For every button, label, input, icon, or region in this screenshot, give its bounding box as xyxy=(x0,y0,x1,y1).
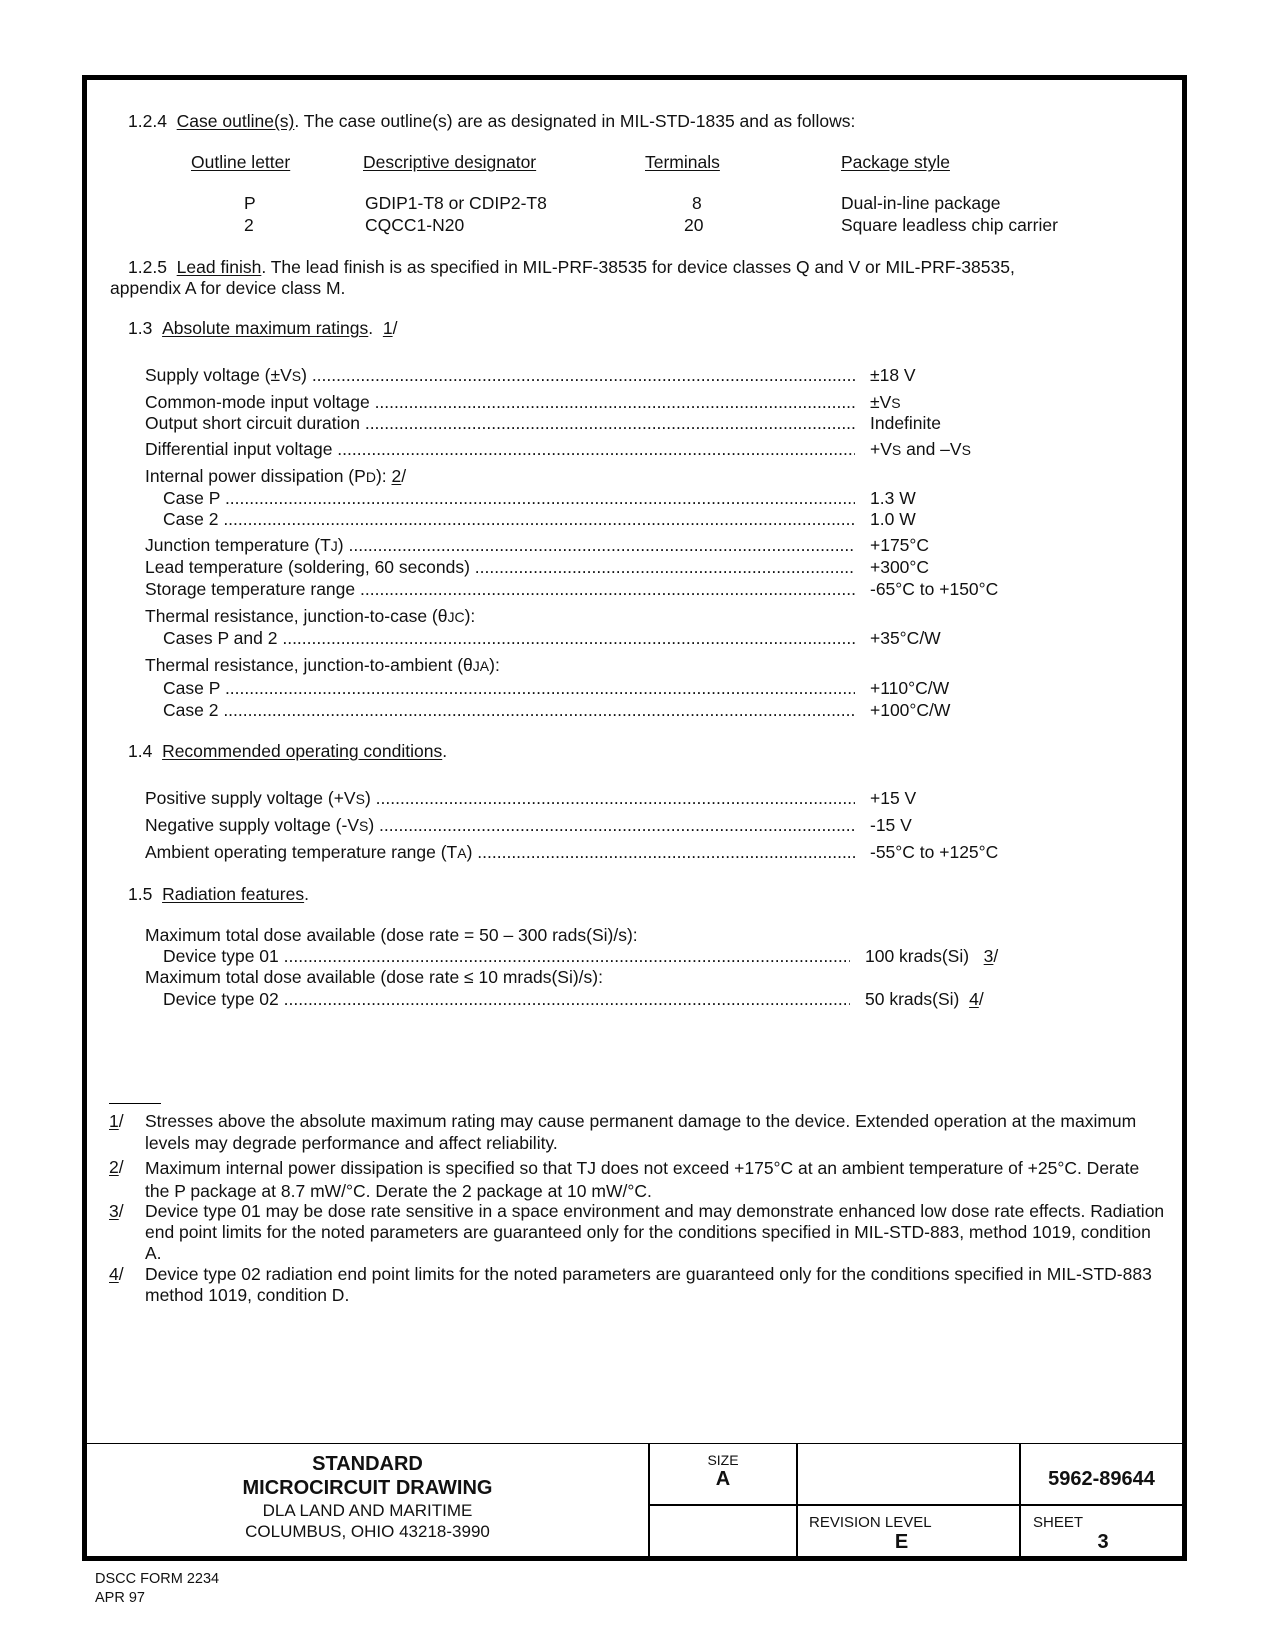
condition-value: -15 V xyxy=(870,815,912,835)
col-header-package-style: Package style xyxy=(841,152,950,172)
radiation-group-label: Maximum total dose available (dose rate = 50 – 300 rads(Si)/s): xyxy=(145,925,638,945)
radiation-group-label: Maximum total dose available (dose rate ≤ 10 mrads(Si)/s): xyxy=(145,967,603,987)
divider xyxy=(1019,1444,1021,1557)
rating-value: 1.0 W xyxy=(870,509,916,529)
condition-row: Positive supply voltage (+VS) ..... xyxy=(145,788,855,809)
title-standard: STANDARD xyxy=(312,1453,423,1475)
col-header-descriptive-designator: Descriptive designator xyxy=(363,152,537,172)
cell-style: Dual-in-line package xyxy=(841,193,1001,213)
section-number: 1.3 xyxy=(128,318,153,338)
cell-style: Square leadless chip carrier xyxy=(841,215,1058,235)
footnote-text: Maximum internal power dissipation is specified so that TJ does not exceed +175°C at an ambient temperature of +25°C. Derate the P package at 8.7 mW/°C. Derate the 2 package at 10 mW/°C. xyxy=(145,1158,1140,1201)
rating-value: 1.3 W xyxy=(870,488,916,508)
section-text-continued: appendix A for device class M. xyxy=(110,278,346,298)
rating-row: Case 2 ..... xyxy=(163,700,855,721)
revision-value: E xyxy=(894,1531,909,1553)
radiation-row: Device type 01 ..... xyxy=(163,946,850,967)
sheet-label: SHEET xyxy=(1033,1514,1084,1531)
condition-value: +15 V xyxy=(870,788,917,808)
condition-row: Ambient operating temperature range (TA) ..... xyxy=(145,842,855,863)
rating-row: Storage temperature range ..... xyxy=(145,579,855,600)
rating-value: +110°C/W xyxy=(870,678,950,698)
section-1-2-4-heading xyxy=(128,111,855,132)
title-microcircuit-drawing: MICROCIRCUIT DRAWING xyxy=(242,1477,493,1499)
section-1-5-heading: 1.5 Radiation features. xyxy=(128,884,309,904)
section-text: . The case outline(s) are as designated in MIL-STD-1835 and as follows: xyxy=(294,111,856,131)
section-title: Lead finish xyxy=(176,257,262,277)
section-title: Recommended operating conditions xyxy=(162,741,443,761)
radiation-value: 100 krads(Si) 3/ xyxy=(865,946,999,966)
radiation-row: Device type 02 ..... xyxy=(163,989,850,1010)
form-number: DSCC FORM 2234 xyxy=(95,1571,220,1587)
rating-group-label: Thermal resistance, junction-to-case (θJC): xyxy=(145,606,476,626)
rating-row: Case P ..... xyxy=(163,678,855,699)
rating-row: Differential input voltage ..... xyxy=(145,439,855,460)
size-label: SIZE xyxy=(707,1452,739,1468)
radiation-value: 50 krads(Si) 4/ xyxy=(865,989,984,1009)
section-number: 1.2.5 xyxy=(128,257,167,277)
divider xyxy=(796,1444,798,1557)
footnote-ref: 1 xyxy=(382,318,393,338)
sheet-cell xyxy=(1033,1514,1182,1554)
footnote-text: Device type 02 radiation end point limits for the noted parameters are guaranteed only for the conditions specified in MIL-STD-883 method 1019, condition D. xyxy=(145,1264,1152,1305)
condition-value: -55°C to +125°C xyxy=(870,842,999,862)
cell-terminals: 20 xyxy=(684,215,704,235)
organization: DLA LAND AND MARITIME xyxy=(262,1501,473,1520)
size-cell xyxy=(650,1452,796,1491)
drawing-number: 5962-89644 xyxy=(1048,1468,1155,1490)
cell-designator: CQCC1-N20 xyxy=(365,215,465,235)
rating-value: +100°C/W xyxy=(870,700,951,720)
section-1-4-heading: 1.4 Recommended operating conditions. xyxy=(128,741,448,761)
cell-letter: 2 xyxy=(244,215,254,235)
rating-value: +35°C/W xyxy=(870,628,941,648)
rating-value: -65°C to +150°C xyxy=(870,579,999,599)
col-header-terminals: Terminals xyxy=(645,152,720,172)
section-number: 1.5 xyxy=(128,884,153,904)
section-text: . The lead finish is as specified in MIL-PRF-38535 for device classes Q and V or MIL-PRF-38535, xyxy=(261,257,1015,277)
footnote-text: Device type 01 may be dose rate sensitive in a space environment and may demonstrate enhanced low dose rate effects. Radiation end point limits for the noted parameters are guaranteed only for the conditions specified in MIL-STD-883, method 1019, condition A. xyxy=(145,1201,1165,1263)
rating-row: Supply voltage (±VS) ..... xyxy=(145,365,855,386)
footnote-number: 4 xyxy=(109,1264,119,1284)
rating-row: Output short circuit duration ..... xyxy=(145,413,855,434)
section-1-3-heading: 1.3 Absolute maximum ratings. 1/ xyxy=(128,318,398,338)
rating-value: +175°C xyxy=(870,535,930,555)
revision-label: REVISION LEVEL xyxy=(809,1514,932,1531)
rating-value: Indefinite xyxy=(870,413,942,433)
rating-row: Case P ..... xyxy=(163,488,855,509)
col-header-outline-letter: Outline letter xyxy=(191,152,291,172)
section-number: 1.2.4 xyxy=(128,111,167,131)
rating-row: Junction temperature (TJ) ..... xyxy=(145,535,855,556)
rating-value: ±VS xyxy=(870,392,901,412)
divider xyxy=(648,1504,1182,1506)
rating-row: Case 2 ..... xyxy=(163,509,855,530)
drawing-title-block xyxy=(87,1452,648,1542)
footnote-number: 1 xyxy=(109,1111,119,1131)
condition-row: Negative supply voltage (-VS) ..... xyxy=(145,815,855,836)
rating-value: ±18 V xyxy=(870,365,916,385)
rating-row: Cases P and 2 ..... xyxy=(163,628,855,649)
section-number: 1.4 xyxy=(128,741,153,761)
form-date: APR 97 xyxy=(95,1590,145,1606)
section-title: Absolute maximum ratings xyxy=(162,318,369,338)
form-identifier xyxy=(95,1570,219,1608)
footnote-number: 3 xyxy=(109,1201,119,1221)
rating-value: +300°C xyxy=(870,557,930,577)
rating-row: Lead temperature (soldering, 60 seconds) ..... xyxy=(145,557,855,578)
sheet-value: 3 xyxy=(1097,1531,1109,1553)
title-block xyxy=(87,1443,1182,1557)
revision-cell xyxy=(809,1514,1019,1554)
section-title: Case outline(s) xyxy=(176,111,295,131)
footnote-number: 2 xyxy=(109,1157,119,1177)
size-value: A xyxy=(715,1468,731,1490)
cell-terminals: 8 xyxy=(692,193,702,213)
footnote-separator xyxy=(109,1103,161,1104)
section-1-2-5-heading xyxy=(128,257,1015,278)
footnote-text: Stresses above the absolute maximum rating may cause permanent damage to the device. Extended operation at the maximum levels may degrade performance and affect reliability. xyxy=(145,1111,1137,1153)
cell-designator: GDIP1-T8 or CDIP2-T8 xyxy=(365,193,547,213)
address: COLUMBUS, OHIO 43218-3990 xyxy=(245,1522,490,1541)
cell-letter: P xyxy=(244,193,256,213)
rating-group-label: Thermal resistance, junction-to-ambient (θJA): xyxy=(145,655,500,675)
rating-group-label: Internal power dissipation (PD): 2/ xyxy=(145,466,407,486)
rating-row: Common-mode input voltage ..... xyxy=(145,392,855,413)
rating-value: +VS and –VS xyxy=(870,439,971,459)
section-title: Radiation features xyxy=(162,884,305,904)
